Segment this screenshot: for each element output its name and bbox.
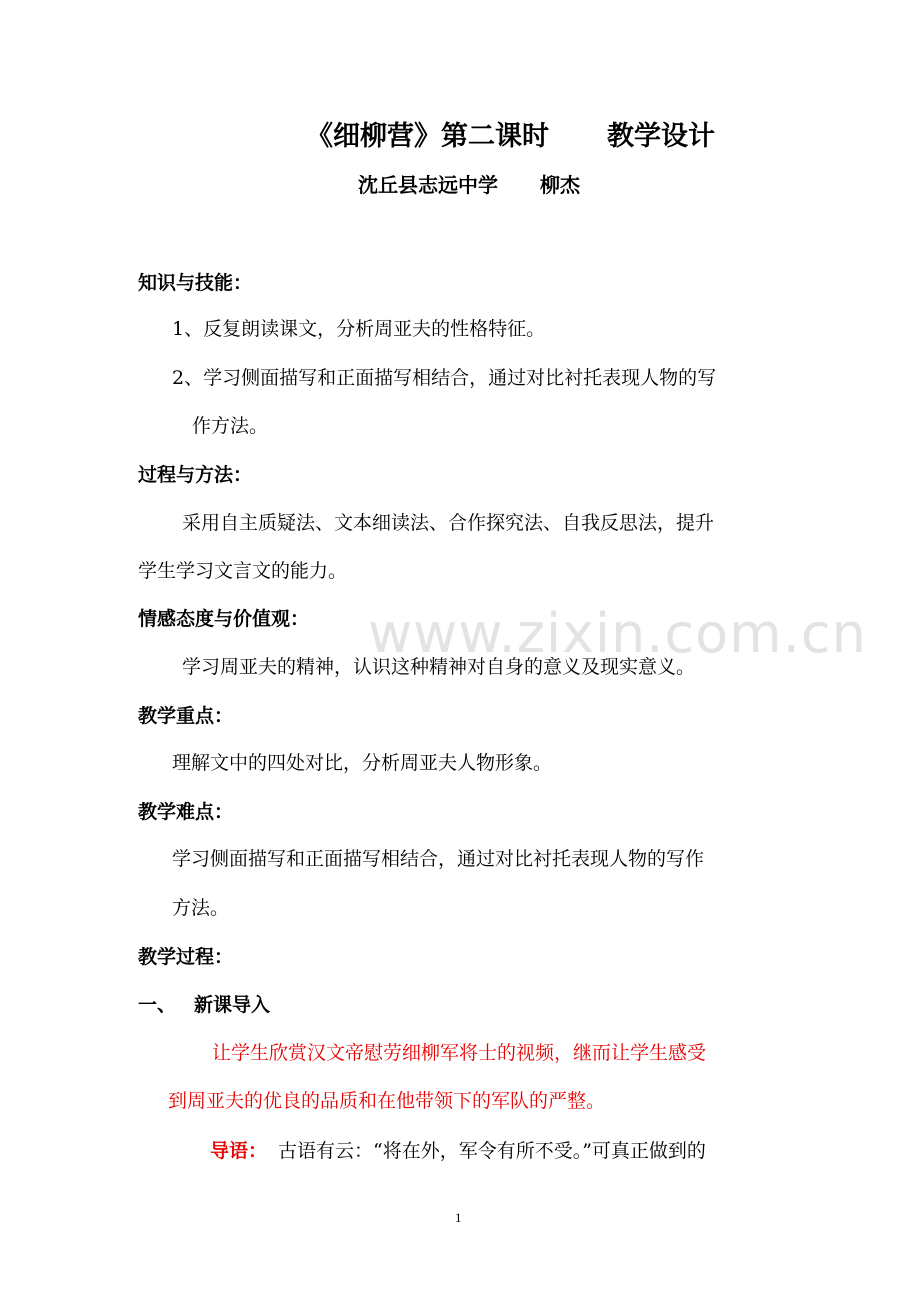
school-name: 沈丘县志远中学 [358, 173, 498, 197]
author-name: 柳杰 [540, 173, 580, 197]
teaching-focus-line-1: 理解文中的四处对比，分析周亚夫人物形象。 [172, 752, 553, 774]
knowledge-item-1: 1、反复朗读课文，分析周亚夫的性格特征。 [172, 318, 546, 340]
emotion-values-line-1: 学习周亚夫的精神，认识这种精神对自身的意义及现实意义。 [182, 656, 696, 678]
guide-text: 古语有云：“将在外，军令有所不受。”可真正做到的 [278, 1140, 706, 1162]
knowledge-skills-heading: 知识与技能： [138, 272, 253, 294]
knowledge-item-2-line-1: 2、学习侧面描写和正面描写相结合，通过对比衬托表现人物的写 [172, 367, 717, 389]
intro-activity-line-1: 让学生欣赏汉文帝慰劳细柳军将士的视频，继而让学生感受 [212, 1042, 707, 1064]
knowledge-item-2-line-2: 作方法。 [192, 415, 269, 437]
intro-activity-line-2: 到周亚夫的优良的品质和在他带领下的军队的严整。 [168, 1090, 606, 1112]
teaching-difficulty-line-1: 学习侧面描写和正面描写相结合，通过对比衬托表现人物的写作 [172, 848, 705, 870]
process-methods-heading: 过程与方法： [138, 464, 253, 486]
document-title-main: 《细柳营》第二课时 [306, 121, 549, 152]
part-1-number: 一、 [138, 994, 177, 1016]
teaching-focus-heading: 教学重点： [138, 705, 234, 727]
document-title-suffix: 教学设计 [607, 121, 715, 152]
process-methods-line-1: 采用自主质疑法、文本细读法、合作探究法、自我反思法，提升 [182, 512, 715, 534]
teaching-difficulty-heading: 教学难点： [138, 801, 234, 823]
watermark-text: www.zixin.com.cn [368, 602, 867, 665]
guide-label: 导语： [210, 1140, 268, 1162]
page-number: 1 [455, 1210, 462, 1225]
teaching-procedure-heading: 教学过程： [138, 946, 234, 968]
part-1-title: 新课导入 [194, 994, 271, 1016]
emotion-values-heading: 情感态度与价值观： [138, 608, 310, 630]
process-methods-line-2: 学生学习文言文的能力。 [138, 560, 348, 582]
teaching-difficulty-line-2: 方法。 [172, 897, 230, 919]
